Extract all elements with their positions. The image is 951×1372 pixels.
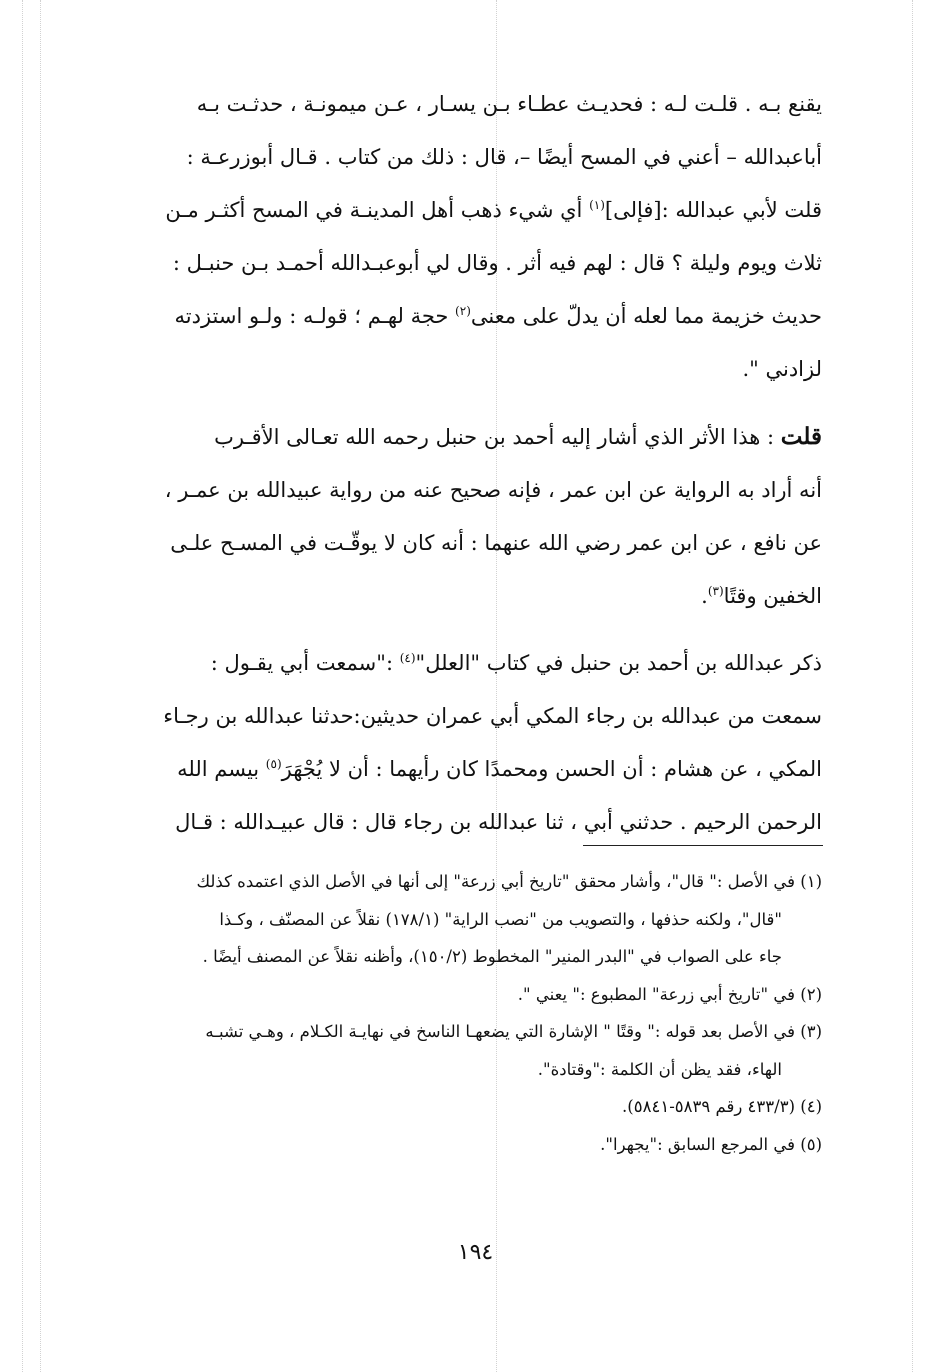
footnote-1: (١) في الأصل :" قال"، وأشار محقق "تاريخ أبي زرعة" إلى أنها في الأصل الذي اعتمده كذلك — [196, 872, 822, 891]
text-line: لزادني ". — [742, 357, 822, 381]
footnote-3: (٣) في الأصل بعد قوله :" وقتًا " الإشارة التي يضعهـا الناسخ في نهايـة الكـلام ، وهـي تشبـه — [205, 1022, 822, 1041]
text-line: حديث خزيمة مما لعله أن يدلّ على معنى$^{(٢)}$ حجة لهـم ؛ قولـه : ولـو استزدته — [174, 304, 822, 328]
text-line: الخفين وقتًا$^{(٣)}$. — [701, 584, 822, 608]
footnote-3-continuation: الهاء، فقد يظن أن الكلمة :"وقتادة". — [537, 1059, 782, 1079]
text-line: أنه أراد به الرواية عن ابن عمر ، فإنه صحيح عنه من رواية عبيدالله بن عمـر ، — [164, 478, 822, 502]
footnotes — [100, 863, 822, 1163]
text-line: عن نافع ، عن ابن عمر رضي الله عنهما : أنه كان لا يوقّـت في المسـح علـى — [170, 531, 822, 555]
text-line: قلت : هذا الأثر الذي أشار إليه أحمد بن حنبل رحمه الله تعـالى الأقـرب — [214, 423, 822, 450]
main-text — [100, 78, 822, 849]
footnote-2: (٢) في "تاريخ أبي زرعة" المطبوع :" يعني ". — [517, 984, 822, 1004]
text-line: يقنع بـه . قلـت لـه : فحديـث عطـاء بـن يسـار ، عـن ميمونـة ، حدثـت بـه — [196, 92, 822, 116]
footnote-1-continuation: "قال"، ولكنه حذفها ، والتصويب من "نصب الراية" (١٧٨/١) نقلاً عن المصنّف ، وكـذا — [219, 909, 782, 929]
footnote-5: (٥) في المرجع السابق :"يجهرا". — [600, 1134, 822, 1154]
scan-artifact-line — [912, 0, 913, 1372]
footnote-ref[interactable]: (١) — [589, 198, 605, 212]
footnote-ref[interactable]: (٣) — [707, 584, 724, 598]
text-line: المكي ، عن هشام : أن الحسن ومحمدًا كان رأيهما : أن لا يُجْهَرَ$^{(٥)}$ بيسم الله — [177, 757, 822, 781]
text-line: أباعبدالله – أعني في المسح أيضًا –، قال : ذلك من كتاب . قـال أبوزرعـة : — [186, 145, 822, 169]
footnote-separator — [583, 845, 823, 846]
footnote-ref[interactable]: (٤) — [399, 651, 416, 665]
page-number: ١٩٤ — [457, 1240, 494, 1265]
footnote-1-continuation: جاء على الصواب في "البدر المنير" المخطوط (١٥٠/٢)، وأظنه نقلاً عن المصنف أيضًا . — [202, 947, 782, 966]
text-line: سمعت من عبدالله بن رجاء المكي أبي عمران حديثين:حدثنا عبدالله بن رجـاء — [163, 704, 822, 728]
text-line: قلت لأبي عبدالله :[فإلى]$^{(١)}$ أي شيء ذهب أهل المدينـة في المسح أكثـر مـن — [165, 198, 822, 222]
text-line: ثلاث ويوم وليلة ؟ قال : لهم فيه أثر . وقال لي أبوعبـدالله أحمـد بـن حنبـل : — [172, 251, 822, 275]
footnote-4: (٤) (٤٣٣/٣ رقم ٥٨٣٩-٥٨٤١). — [622, 1097, 822, 1116]
lead-word: قلت — [780, 423, 822, 450]
footnote-ref[interactable]: (٢) — [455, 304, 471, 318]
scan-artifact-line — [22, 0, 23, 1372]
scan-artifact-line — [40, 0, 41, 1372]
footnote-ref[interactable]: (٥) — [265, 757, 282, 771]
text-line: ذكر عبدالله بن أحمد بن حنبل في كتاب "العلل"$^{(٤)}$ :"سمعت أبي يقـول : — [210, 651, 822, 675]
text-line: الرحمن الرحيم . حدثني أبي ، ثنا عبدالله بن رجاء قال : قال عبيـدالله : قـال — [175, 810, 822, 834]
